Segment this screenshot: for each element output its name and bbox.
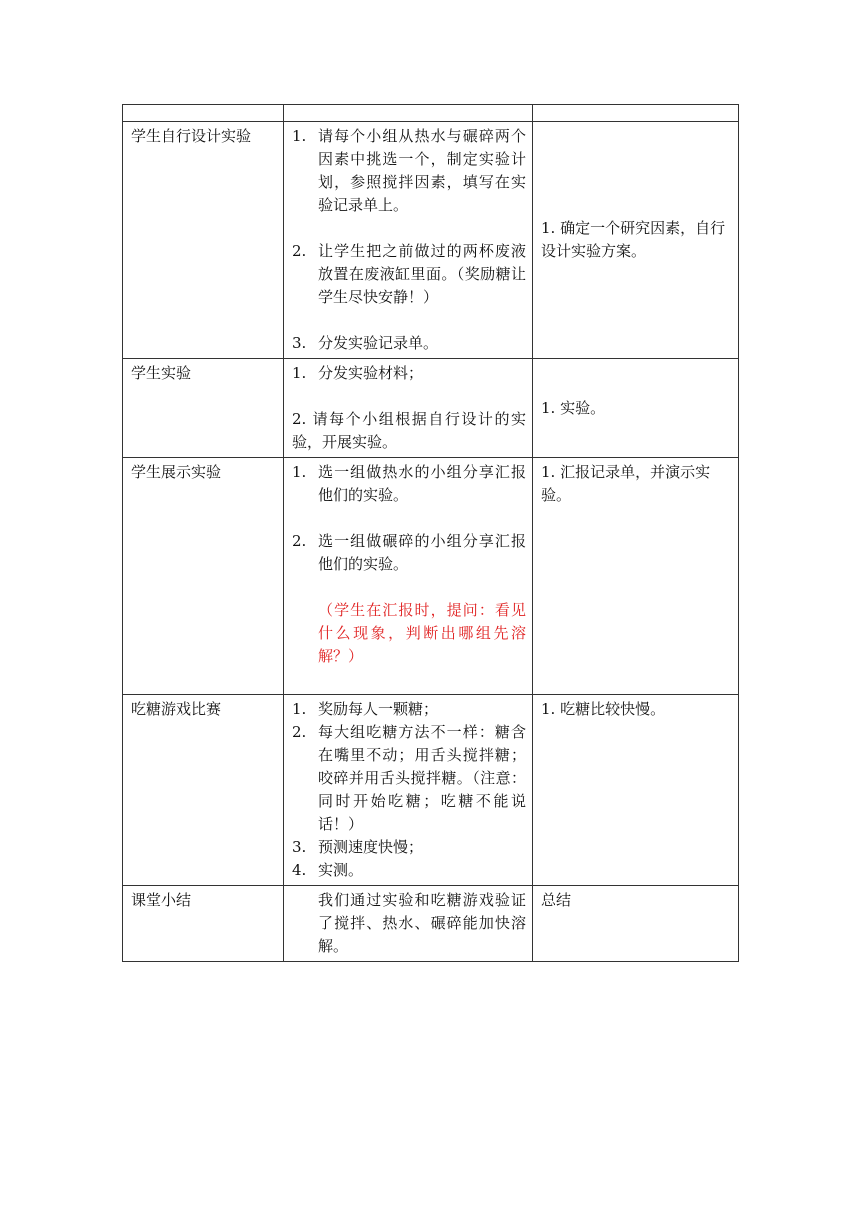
student-activity-cell: 总结 — [533, 886, 739, 962]
student-activity-cell: 1. 确定一个研究因素，自行设计实验方案。 — [533, 122, 739, 359]
stage-cell: 学生实验 — [123, 359, 284, 458]
list-item: 2. 让学生把之前做过的两杯废液放置在废液缸里面。（奖励糖让学生尽快安静！） — [292, 242, 526, 306]
table-row — [123, 886, 739, 962]
student-activity-cell: 1. 实验。 — [533, 359, 739, 458]
list-item: 4. 实测。 — [292, 861, 364, 879]
teacher-activity-cell — [284, 359, 533, 458]
table-row — [123, 695, 739, 886]
teacher-note: （学生在汇报时，提问：看见什么现象，判断出哪组先溶解？） — [318, 601, 526, 665]
table-row — [123, 122, 739, 359]
list-item: 2. 选一组做碾碎的小组分享汇报他们的实验。 — [292, 532, 526, 573]
list-item: 1. 奖励每人一颗糖； — [292, 700, 439, 718]
table-row — [123, 359, 739, 458]
stage-cell: 课堂小结 — [123, 886, 284, 962]
list-item: 1. 请每个小组从热水与碾碎两个因素中挑选一个，制定实验计划，参照搅拌因素，填写在实验记录单上。 — [292, 127, 526, 214]
stage-cell: 吃糖游戏比赛 — [123, 695, 284, 886]
list-item: 3. 预测速度快慢； — [292, 838, 424, 856]
list-item: 2. 请每个小组根据自行设计的实验，开展实验。 — [292, 410, 526, 451]
list-item: 1. 分发实验材料； — [292, 364, 424, 382]
header-cell — [284, 105, 533, 122]
stage-cell: 学生自行设计实验 — [123, 122, 284, 359]
table-row — [123, 458, 739, 695]
header-row — [123, 105, 739, 122]
teacher-activity-cell — [284, 458, 533, 695]
lesson-plan-table — [122, 104, 739, 962]
list-item: 我们通过实验和吃糖游戏验证了搅拌、热水、碾碎能加快溶解。 — [318, 891, 526, 955]
list-item: 3. 分发实验记录单。 — [292, 334, 439, 352]
teacher-activity-cell — [284, 122, 533, 359]
list-item: 1. 选一组做热水的小组分享汇报他们的实验。 — [292, 463, 526, 504]
header-cell — [123, 105, 284, 122]
teacher-activity-cell — [284, 886, 533, 962]
student-activity-cell: 1. 吃糖比较快慢。 — [533, 695, 739, 886]
header-cell — [533, 105, 739, 122]
stage-cell: 学生展示实验 — [123, 458, 284, 695]
list-item: 2. 每大组吃糖方法不一样：糖含在嘴里不动；用舌头搅拌糖；咬碎并用舌头搅拌糖。（注意：同时开始吃糖；吃糖不能说话！） — [292, 723, 526, 833]
teacher-activity-cell — [284, 695, 533, 886]
student-activity-cell: 1. 汇报记录单，并演示实验。 — [533, 458, 739, 695]
